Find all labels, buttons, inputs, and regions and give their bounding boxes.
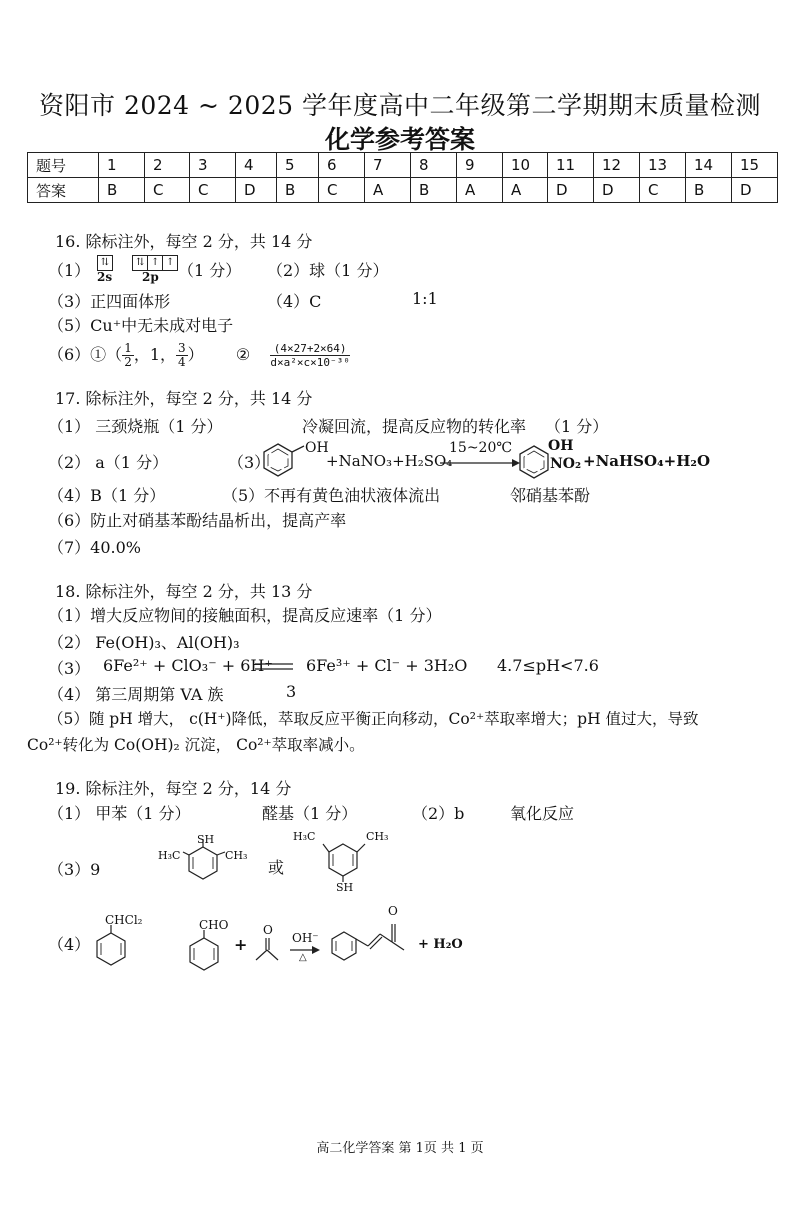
q17-products: +NaHSO₄+H₂O [583,452,711,470]
numerator: 1 [124,341,132,355]
ch3-label: H₃C [293,830,316,843]
table-cell: C [319,178,365,203]
ch3-label: CH₃ [366,830,389,843]
density-expression [270,342,349,369]
table-cell: D [594,178,640,203]
table-cell: 12 [594,153,640,178]
q17-p5: （5）不再有黄色油状液体流出 [222,486,441,505]
q16-p6-mid: ，1， [133,345,177,364]
q19-p1: （1） 甲苯（1 分） [48,804,191,823]
table-cell: 4 [236,153,277,178]
phenol-oh: OH [305,440,329,456]
q17-condition: 15~20℃ [449,440,513,456]
chcl2-label: CHCl₂ [105,913,143,927]
table-cell: C [190,178,236,203]
table-cell: B [686,178,732,203]
ch3-label: CH₃ [225,849,248,862]
q18-p5-line2: Co²⁺转化为 Co(OH)₂ 沉淀， Co²⁺萃取率减小。 [27,736,365,754]
q18-p4-b: 3 [286,682,297,701]
q17-p3-label: （3） [228,453,271,472]
denominator: d×a²×c×10⁻³⁰ [270,356,350,369]
product-oh: OH [548,438,574,454]
table-cell: B [277,178,319,203]
q16-p6-circle2: ② [235,345,251,364]
orbital-diagram [97,252,177,271]
orbital-box: ↑ [147,255,163,271]
table-cell: A [365,178,411,203]
table-cell: 8 [411,153,457,178]
orbital-box: ↑ [162,255,178,271]
table-cell: C [145,178,190,203]
q17-p7: （7）40.0% [48,538,142,557]
q16-p1-label: （1） [48,261,91,280]
oh-minus-label: OH⁻ [292,931,319,945]
table-cell: 14 [686,153,732,178]
q16-p2: （2）球（1 分） [267,261,389,280]
table-cell: 3 [190,153,236,178]
q19-p3: （3）9 [48,860,101,879]
q16-p1-score: （1 分） [178,261,242,280]
benzalacetone-structure [330,918,410,968]
table-cell: 11 [548,153,594,178]
table-cell: A [457,178,503,203]
denominator: 2 [124,355,132,369]
q17-p2: （2） a（1 分） [48,453,169,472]
q18-p5-line1: （5）随 pH 增大， c(H⁺)降低，萃取反应平衡正向移动，Co²⁺萃取率增大；pH 值过大，导致 [48,710,699,728]
table-cell: D [732,178,778,203]
benzal-chloride-structure [95,925,135,970]
table-cell: 10 [503,153,548,178]
table-cell: 13 [640,153,686,178]
page-footer: 高二化学答案 第 1页 共 1 页 [316,1141,484,1156]
q18-header: 18. 除标注外，每空 2 分，共 13 分 [55,582,313,601]
q16-p6-label: （6）①（ [48,345,123,364]
heat-symbol: △ [299,952,307,963]
q17-p1b: 冷凝回流，提高反应物的转化率 [302,417,527,436]
q16-p4-ratio: 1:1 [412,289,438,308]
orbital-box: ⇅ [97,255,113,271]
table-cell: 2 [145,153,190,178]
table-row-answers [28,178,778,203]
fraction [176,342,188,369]
q16-header: 16. 除标注外，每空 2 分，共 14 分 [55,232,313,251]
cho-label: CHO [199,918,229,932]
ch3-label: H₃C [158,849,181,862]
page-title: 资阳市 2024 ~ 2025 学年度高中二年级第二学期期末质量检测 [39,91,761,120]
q18-p1: （1）增大反应物间的接触面积，提高反应速率（1 分） [48,606,442,625]
orbital-label-2p: 2p [142,270,159,284]
page-subtitle: 化学参考答案 [324,125,475,154]
answer-table [27,152,778,203]
denominator: 4 [178,355,186,369]
table-cell: D [236,178,277,203]
table-cell: C [640,178,686,203]
table-cell: 5 [277,153,319,178]
q19-p2b: 氧化反应 [510,804,575,823]
plus-sign: + [234,935,248,954]
numerator: (4×27+2×64) [270,342,349,356]
product-no2: NO₂ [550,456,582,472]
q18-p2: （2） Fe(OH)₃、Al(OH)₃ [48,633,240,652]
table-cell: A [503,178,548,203]
q17-p4: （4）B（1 分） [48,486,166,505]
benzaldehyde-structure [188,930,228,975]
orbital-label-2s: 2s [97,270,113,284]
q19-header: 19. 除标注外，每空 2 分，14 分 [55,779,292,798]
q17-p3-name: 邻硝基苯酚 [510,486,591,505]
q18-p4: （4） 第三周期第 VA 族 [48,685,224,704]
q19-p2: （2）b [412,804,465,823]
q18-p3-label: （3） [48,659,91,678]
table-cell: B [99,178,145,203]
q16-p6 [48,342,350,369]
table-cell: B [411,178,457,203]
table-cell: 7 [365,153,411,178]
fraction [122,342,134,369]
q18-p3-range: 4.7≤pH<7.6 [497,656,599,675]
q17-p1b-score: （1 分） [545,417,609,436]
q19-p4: （4） [48,935,91,954]
q19-p1b: 醛基（1 分） [262,804,358,823]
table-cell: D [548,178,594,203]
water-product: + H₂O [418,937,463,952]
reaction-arrow [440,458,520,468]
equals-sign [255,663,295,671]
q16-p5: （5）Cu⁺中无未成对电子 [48,316,234,335]
numerator: 3 [178,341,186,355]
row-label: 题号 [28,153,99,178]
q17-p6: （6）防止对硝基苯酚结晶析出，提高产率 [48,511,347,530]
product-o: O [388,904,398,918]
q18-p3-left: 6Fe²⁺ + ClO₃⁻ + 6H⁺ [103,656,273,675]
acetone-structure [252,938,282,968]
q18-p3-right: 6Fe³⁺ + Cl⁻ + 3H₂O [306,656,468,675]
q17-header: 17. 除标注外，每空 2 分，共 14 分 [55,389,313,408]
q17-reactants: +NaNO₃+H₂SO₄ [326,452,453,470]
table-row-numbers [28,153,778,178]
acetone-o: O [263,923,273,937]
orbital-box: ⇅ [132,255,148,271]
table-cell: 15 [732,153,778,178]
q17-p1: （1） 三颈烧瓶（1 分） [48,417,223,436]
sh-label: SH [197,833,215,846]
q16-p4: （4）C [267,292,322,311]
row-label: 答案 [28,178,99,203]
q16-p3: （3）正四面体形 [48,292,171,311]
sh-label: SH [336,881,354,894]
or-text: 或 [268,858,285,877]
table-cell: 1 [99,153,145,178]
table-cell: 6 [319,153,365,178]
q16-p6-close: ） [187,345,204,364]
table-cell: 9 [457,153,503,178]
